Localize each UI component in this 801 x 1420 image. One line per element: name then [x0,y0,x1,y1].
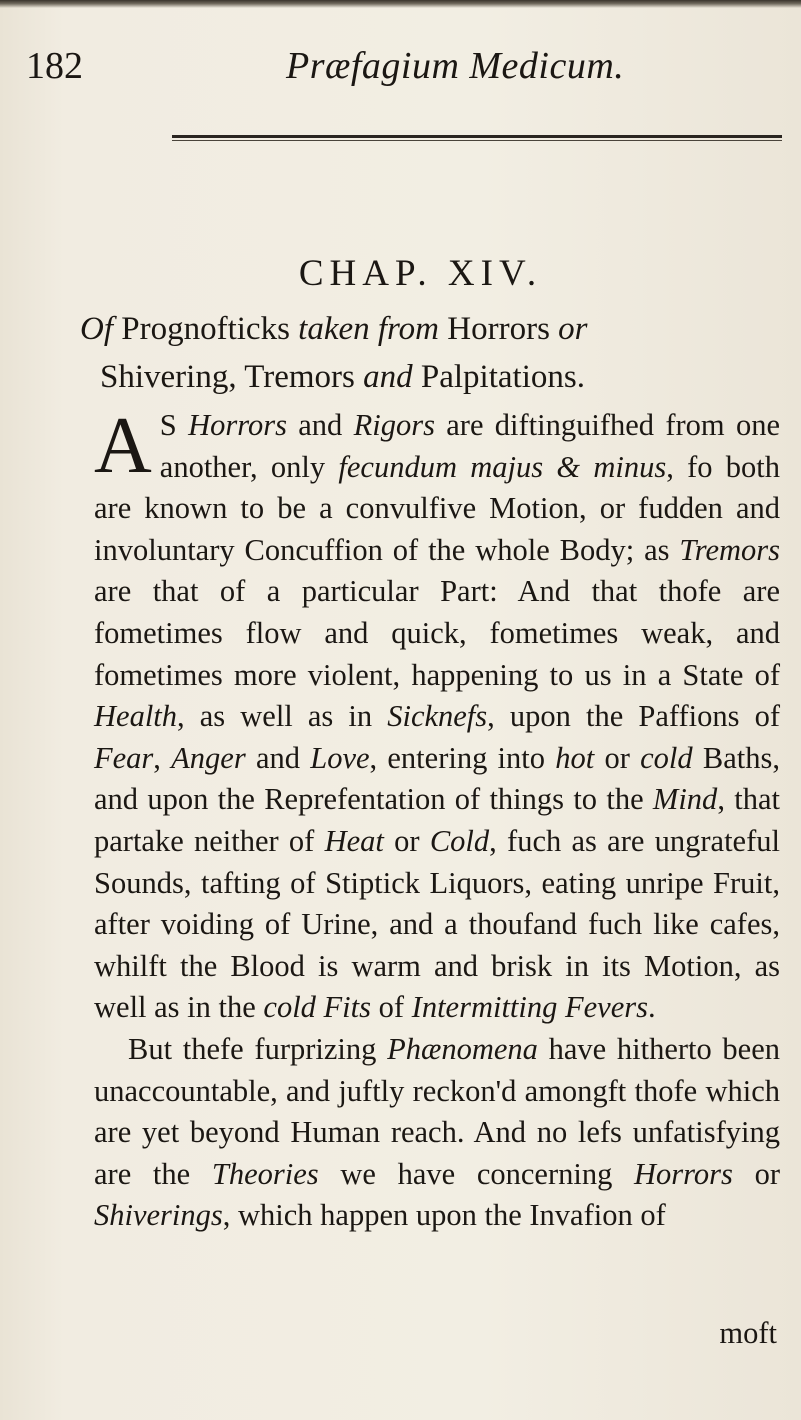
text-run: , as well as in [177,699,388,734]
text-run: are that of a particular Part: And that thofe are fometimes flow and quick, fometimes weak, and fometimes more violent, happening to us in a State of [94,574,780,692]
italic-text: Mind [652,782,718,817]
drop-cap: A [94,402,152,490]
chapter-subtitle [80,305,780,401]
italic-text: Theories [211,1156,319,1191]
text-run: we have concerning [318,1156,635,1191]
italic-text: Horrors [188,408,287,442]
paragraph-2 [94,1029,780,1237]
subtitle-part: Shivering, Tremors [100,359,364,395]
subtitle-line-2 [80,353,780,401]
header-rule [172,135,782,138]
body-text [94,402,781,1237]
italic-text: Intermitting Fevers [411,990,648,1025]
italic-text: Shiverings [94,1198,223,1233]
italic-text: fecundum majus & minus [338,449,667,484]
italic-text: Phænomena [387,1031,538,1066]
italic-text: Horrors [634,1156,733,1191]
text-run: and [286,408,354,442]
page-number: 182 [26,45,83,87]
italic-text: Fear [94,740,154,775]
text-run: , that partake neither of [94,782,780,858]
italic-text: Rigors [353,408,435,442]
text-run: or [594,740,641,775]
text-run: But thefe furprizing [128,1031,388,1066]
text-run: , upon the Paffions of [487,699,780,734]
italic-text: Heat [324,823,384,858]
running-title: Præfagium Medicum. [286,45,625,87]
italic-text: Cold [429,823,490,858]
italic-text: Tremors [679,532,780,567]
catchword: moft [719,1316,777,1350]
text-run: , fo both are known to be a convulfive Motion, or fudden and involuntary Concuffion of the whole Body; as [94,449,780,567]
italic-text: Health [94,699,178,734]
subtitle-part: Horrors [439,311,559,347]
subtitle-part: or [558,311,588,347]
text-run: , which happen upon the Invafion of [222,1198,666,1233]
header-rule-thin [172,140,782,141]
subtitle-line-1 [80,311,588,347]
italic-text: hot [555,740,595,775]
text-run: , fuch as are ungrateful Sounds, tafting of Stiptick Liquors, eating unripe Fruit, after voiding of Urine, and a thoufand fuch like cafes, whilft the Blood is warm and brisk in its Motion, as well as in the [94,823,780,1025]
page-top-edge [0,0,801,8]
text-run: have hitherto been unaccountable, and juftly reckon'd amongft thofe which are yet beyond Human reach. And no lefs unfatisfying are the [94,1031,781,1191]
text-run: S [159,408,189,442]
text-run: or [383,823,430,858]
subtitle-part: taken from [298,311,440,347]
text-run: , [153,740,172,775]
subtitle-part: Palpitations. [412,359,585,395]
text-run: of [371,990,412,1025]
italic-text: cold [640,740,693,775]
italic-text: Sicknefs [387,699,488,734]
italic-text: cold Fits [263,990,371,1025]
italic-text: Anger [171,740,246,775]
subtitle-part: Of [80,311,113,347]
chapter-heading: CHAP. XIV. [298,253,543,294]
text-run: and [245,740,311,775]
text-run: Baths, and upon the Reprefentation of things to the [94,740,780,817]
text-run: or [732,1156,780,1191]
paragraph-1 [94,402,780,1029]
italic-text: Love [310,740,370,775]
text-run: , entering into [369,740,556,775]
subtitle-part: Prognofticks [113,311,299,347]
text-run: are diftinguifhed from one another, only [159,408,780,484]
running-head [0,44,801,94]
subtitle-part: and [363,359,413,395]
text-run: . [648,990,656,1025]
